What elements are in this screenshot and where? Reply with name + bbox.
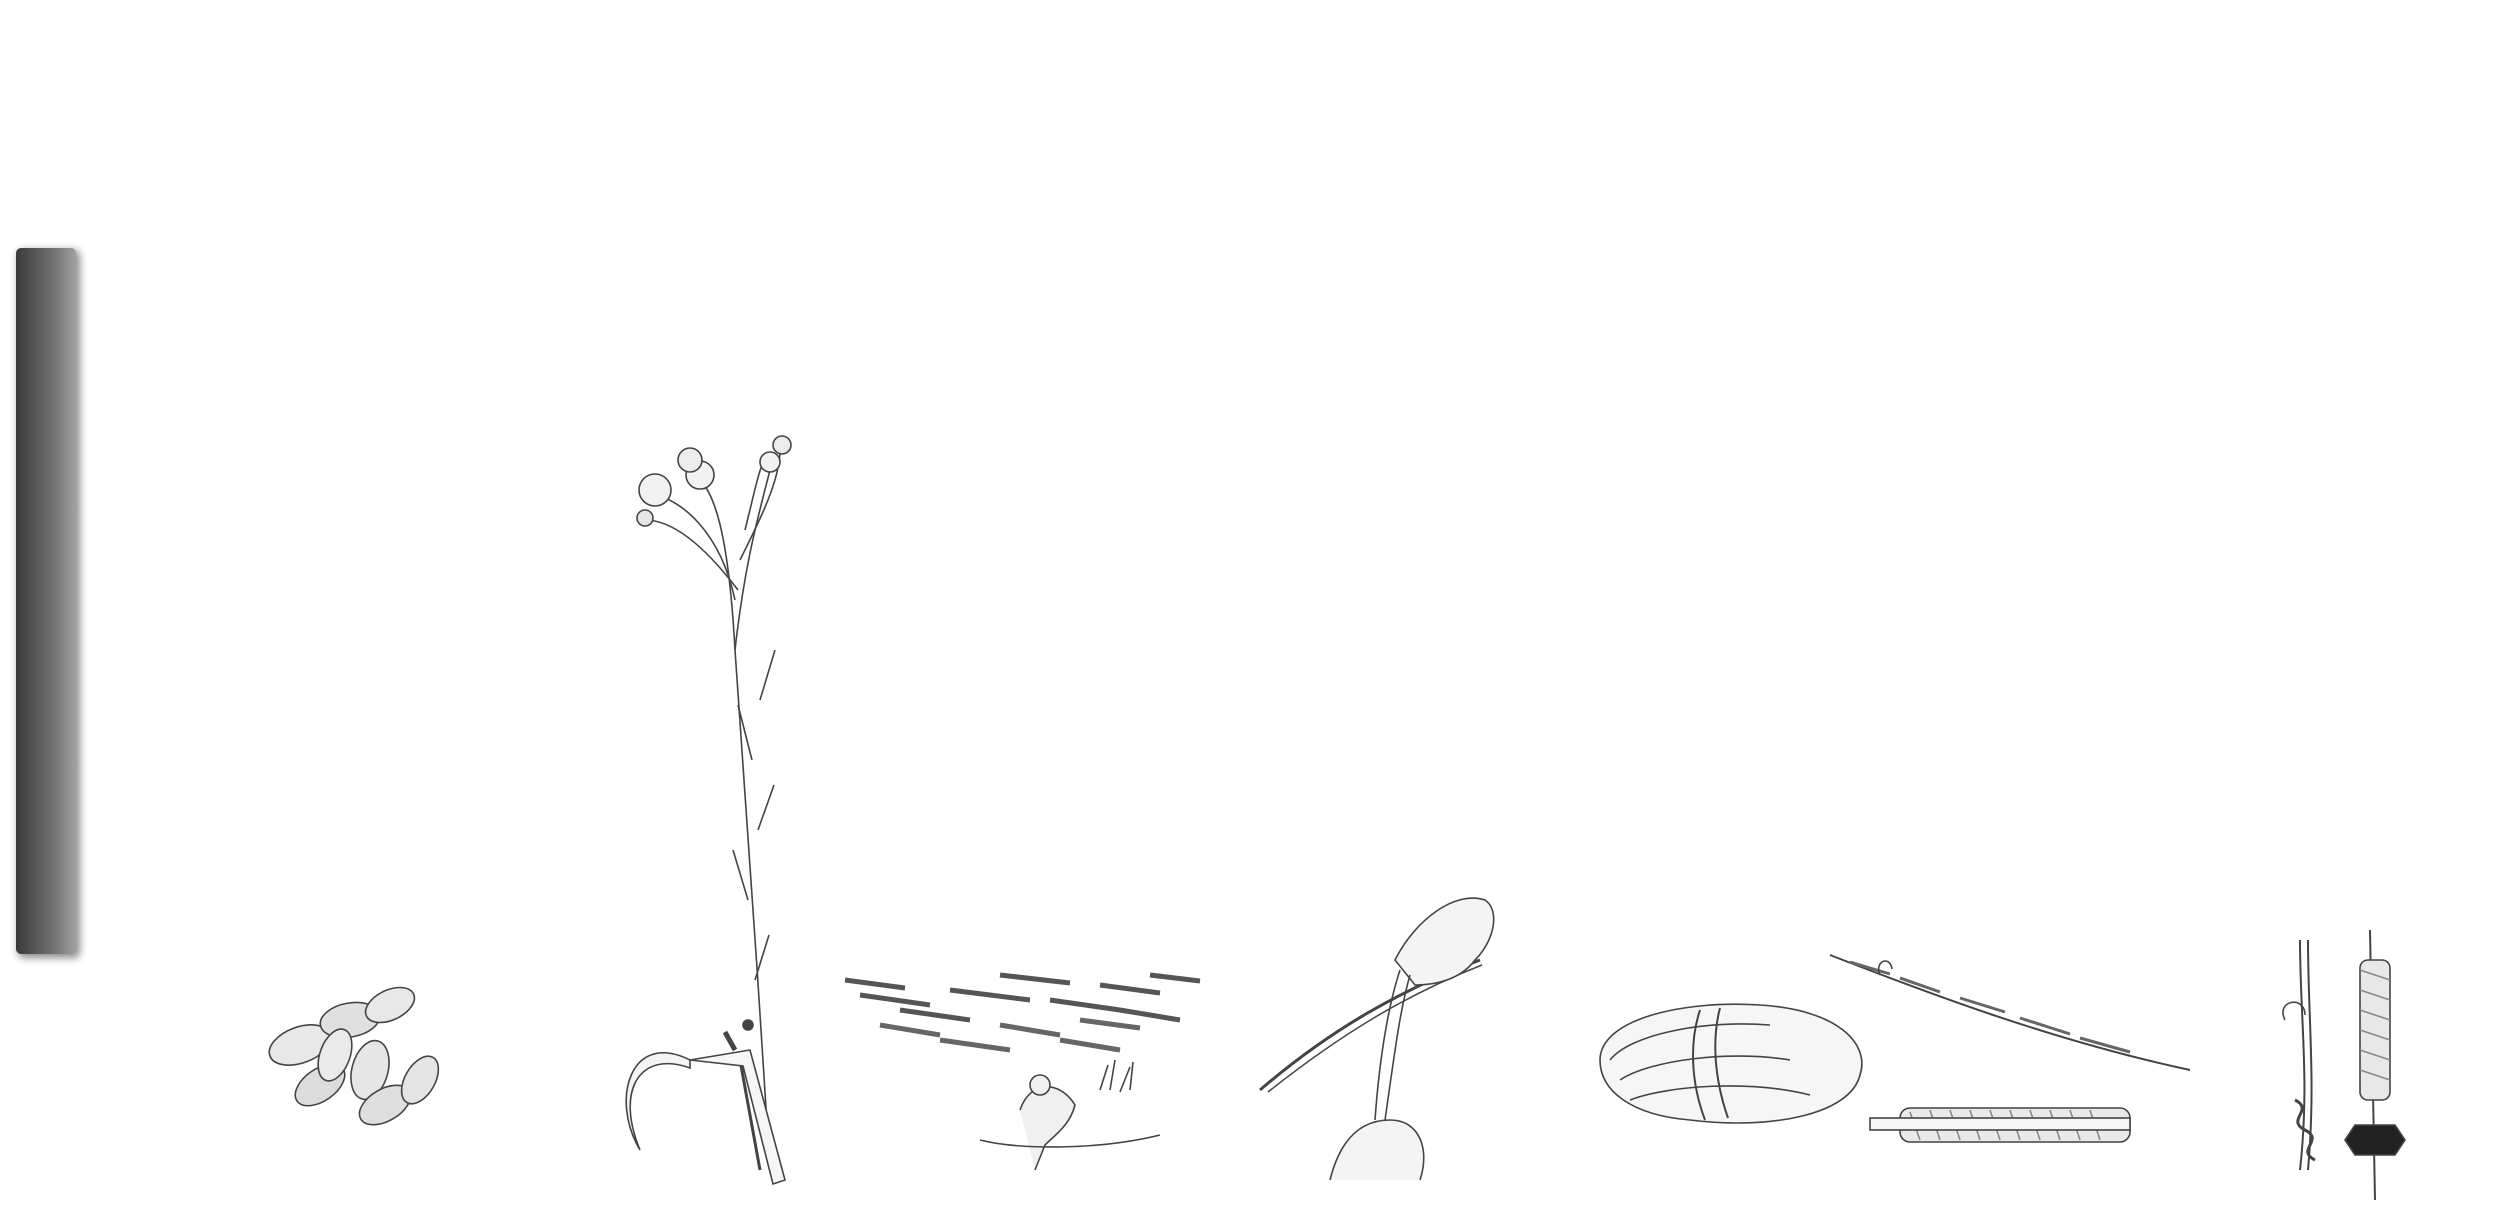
illustrations [264,436,2405,1200]
fibre-extraction-illustration [1260,898,1494,1180]
fibre-bundle-illustration [1600,1004,1862,1123]
spindle-illustration [2283,930,2405,1200]
flax-seeds-illustration [264,980,446,1132]
row-label-bar [16,248,80,958]
flax-plant-illustration [626,436,791,1184]
retting-field-illustration [845,975,1200,1170]
spliced-thread-illustration [1830,955,2190,1142]
